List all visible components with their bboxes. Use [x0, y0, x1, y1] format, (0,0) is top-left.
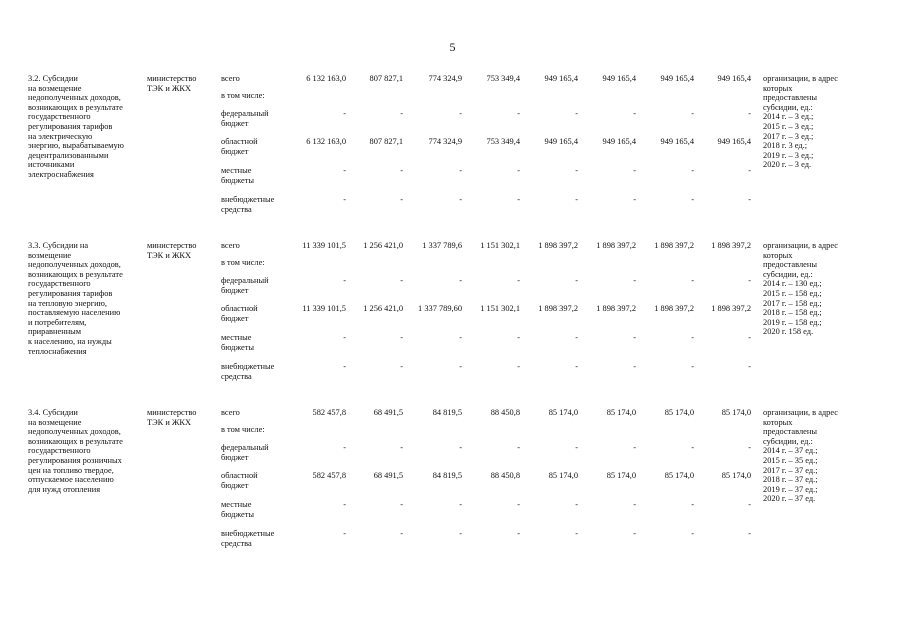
value-cell: 582 457,8 — [312, 408, 346, 417]
section-executor: министерство ТЭК и ЖКХ — [147, 241, 197, 260]
source-label: местные бюджеты — [221, 500, 255, 519]
value-cell: 85 174,0 — [606, 408, 636, 417]
value-cell: 1 898 397,2 — [538, 304, 578, 313]
value-cell: - — [517, 443, 520, 452]
value-cell: - — [748, 362, 751, 371]
value-cell: - — [343, 362, 346, 371]
value-cell: 85 174,0 — [721, 408, 751, 417]
value-cell: - — [748, 166, 751, 175]
value-cell: 949 165,4 — [717, 137, 751, 146]
source-label: областной бюджет — [221, 471, 258, 490]
source-label: всего — [221, 74, 240, 83]
value-cell: 85 174,0 — [664, 471, 694, 480]
value-cell: - — [517, 195, 520, 204]
value-cell: - — [343, 276, 346, 285]
value-cell: - — [400, 195, 403, 204]
value-cell: 949 165,4 — [660, 137, 694, 146]
value-cell: - — [459, 333, 462, 342]
value-cell: 774 324,9 — [428, 137, 462, 146]
value-cell: 1 898 397,2 — [654, 304, 694, 313]
value-cell: - — [575, 333, 578, 342]
value-cell: - — [748, 333, 751, 342]
value-cell: 6 132 163,0 — [306, 74, 346, 83]
value-cell: - — [633, 333, 636, 342]
value-cell: - — [343, 529, 346, 538]
value-cell: - — [575, 109, 578, 118]
value-cell: - — [343, 333, 346, 342]
value-cell: 1 898 397,2 — [538, 241, 578, 250]
value-cell: - — [575, 443, 578, 452]
value-cell: - — [575, 166, 578, 175]
value-cell: - — [691, 500, 694, 509]
source-label: в том числе: — [221, 258, 265, 267]
value-cell: 68 491,5 — [373, 408, 403, 417]
value-cell: 85 174,0 — [548, 408, 578, 417]
value-cell: - — [575, 529, 578, 538]
value-cell: 68 491,5 — [373, 471, 403, 480]
value-cell: 949 165,4 — [602, 74, 636, 83]
value-cell: - — [400, 109, 403, 118]
value-cell: - — [517, 276, 520, 285]
value-cell: - — [517, 529, 520, 538]
value-cell: - — [459, 529, 462, 538]
value-cell: - — [748, 500, 751, 509]
value-cell: - — [459, 443, 462, 452]
value-cell: - — [517, 500, 520, 509]
value-cell: 6 132 163,0 — [306, 137, 346, 146]
value-cell: - — [459, 166, 462, 175]
value-cell: 85 174,0 — [721, 471, 751, 480]
value-cell: 949 165,4 — [544, 74, 578, 83]
value-cell: 85 174,0 — [664, 408, 694, 417]
source-label: местные бюджеты — [221, 166, 255, 185]
section-executor: министерство ТЭК и ЖКХ — [147, 74, 197, 93]
value-cell: - — [748, 276, 751, 285]
value-cell: 949 165,4 — [660, 74, 694, 83]
value-cell: - — [633, 195, 636, 204]
section-note: организации, в адрес которых предоставлены субсидии, ед.: 2014 г. – 130 ед.; 2015 г. – 158 ед.; 2017 г. – 158 ед.; 2018 г. – 158 ед.; 2019 г. – 158 ед.; 2020 г. 158 ед. — [763, 241, 839, 337]
value-cell: - — [400, 276, 403, 285]
value-cell: - — [400, 500, 403, 509]
value-cell: 85 174,0 — [606, 471, 636, 480]
value-cell: 949 165,4 — [717, 74, 751, 83]
section-note: организации, в адрес которых предоставлены субсидии, ед.: 2014 г. – 37 ед.; 2015 г. – 35 ед.; 2017 г. – 37 ед.; 2018 г. – 37 ед.; 2019 г. – 37 ед.; 2020 г. – 37 ед. — [763, 408, 839, 504]
value-cell: - — [517, 362, 520, 371]
source-label: внебюджетные средства — [221, 529, 275, 548]
value-cell: - — [691, 362, 694, 371]
value-cell: 88 450,8 — [490, 471, 520, 480]
value-cell: - — [459, 362, 462, 371]
value-cell: 807 827,1 — [369, 137, 403, 146]
source-label: внебюджетные средства — [221, 195, 275, 214]
source-label: в том числе: — [221, 425, 265, 434]
value-cell: - — [748, 443, 751, 452]
value-cell: 1 898 397,2 — [711, 304, 751, 313]
value-cell: - — [343, 166, 346, 175]
value-cell: - — [517, 333, 520, 342]
value-cell: 1 151 302,1 — [480, 241, 520, 250]
value-cell: - — [343, 500, 346, 509]
section-note: организации, в адрес которых предоставлены субсидии, ед.: 2014 г. – 3 ед.; 2015 г. – 3 ед.; 2017 г. – 3 ед.; 2018 г. 3 ед.; 2019 г. – 3 ед.; 2020 г. – 3 ед. — [763, 74, 839, 170]
value-cell: - — [343, 443, 346, 452]
value-cell: - — [575, 500, 578, 509]
value-cell: 949 165,4 — [544, 137, 578, 146]
value-cell: - — [748, 195, 751, 204]
section-title: 3.2. Субсидии на возмещение недополученных доходов, возникающих в результате государственного регулирования тарифов на электрическую энергию, вырабатываемую децентрализованными источниками электроснабжения — [28, 74, 124, 179]
value-cell: 807 827,1 — [369, 74, 403, 83]
source-label: всего — [221, 241, 240, 250]
value-cell: 774 324,9 — [428, 74, 462, 83]
value-cell: - — [400, 529, 403, 538]
value-cell: 1 151 302,1 — [480, 304, 520, 313]
value-cell: - — [633, 500, 636, 509]
value-cell: 1 898 397,2 — [654, 241, 694, 250]
value-cell: 88 450,8 — [490, 408, 520, 417]
value-cell: - — [517, 109, 520, 118]
value-cell: 753 349,4 — [486, 137, 520, 146]
value-cell: - — [691, 276, 694, 285]
value-cell: 1 256 421,0 — [363, 304, 403, 313]
value-cell: - — [459, 276, 462, 285]
value-cell: - — [633, 109, 636, 118]
value-cell: - — [633, 362, 636, 371]
value-cell: - — [343, 109, 346, 118]
value-cell: - — [691, 529, 694, 538]
value-cell: - — [748, 529, 751, 538]
value-cell: - — [575, 195, 578, 204]
source-label: местные бюджеты — [221, 333, 255, 352]
value-cell: - — [459, 500, 462, 509]
section-title: 3.4. Субсидии на возмещение недополученных доходов, возникающих в результате государственного регулирования розничных цен на топливо твердое, отпускаемое населению для нужд отопления — [28, 408, 123, 494]
value-cell: - — [691, 333, 694, 342]
value-cell: - — [691, 443, 694, 452]
value-cell: 1 337 789,60 — [418, 304, 462, 313]
value-cell: - — [691, 109, 694, 118]
value-cell: - — [575, 362, 578, 371]
value-cell: 11 339 101,5 — [302, 304, 346, 313]
value-cell: - — [691, 195, 694, 204]
section-executor: министерство ТЭК и ЖКХ — [147, 408, 197, 427]
value-cell: - — [748, 109, 751, 118]
value-cell: - — [633, 166, 636, 175]
value-cell: - — [633, 443, 636, 452]
value-cell: 85 174,0 — [548, 471, 578, 480]
value-cell: 582 457,8 — [312, 471, 346, 480]
source-label: областной бюджет — [221, 304, 258, 323]
value-cell: - — [633, 529, 636, 538]
value-cell: - — [691, 166, 694, 175]
value-cell: 753 349,4 — [486, 74, 520, 83]
source-label: областной бюджет — [221, 137, 258, 156]
source-label: федеральный бюджет — [221, 109, 269, 128]
value-cell: 1 898 397,2 — [596, 241, 636, 250]
value-cell: - — [400, 362, 403, 371]
value-cell: 84 819,5 — [432, 408, 462, 417]
value-cell: 1 337 789,6 — [422, 241, 462, 250]
value-cell: 949 165,4 — [602, 137, 636, 146]
section-title: 3.3. Субсидии на возмещение недополученных доходов, возникающих в результате государственного регулирования тарифов на тепловую энергию, поставляемую населению и потребителям, приравненным к населению, на нужды теплоснабжения — [28, 241, 123, 356]
value-cell: 84 819,5 — [432, 471, 462, 480]
value-cell: - — [459, 195, 462, 204]
source-label: в том числе: — [221, 91, 265, 100]
value-cell: 1 256 421,0 — [363, 241, 403, 250]
value-cell: - — [459, 109, 462, 118]
value-cell: - — [575, 276, 578, 285]
value-cell: - — [400, 443, 403, 452]
value-cell: - — [400, 333, 403, 342]
value-cell: - — [517, 166, 520, 175]
source-label: федеральный бюджет — [221, 276, 269, 295]
source-label: всего — [221, 408, 240, 417]
source-label: федеральный бюджет — [221, 443, 269, 462]
page-number: 5 — [449, 40, 456, 54]
source-label: внебюджетные средства — [221, 362, 275, 381]
value-cell: - — [343, 195, 346, 204]
value-cell: - — [633, 276, 636, 285]
value-cell: 1 898 397,2 — [711, 241, 751, 250]
value-cell: 1 898 397,2 — [596, 304, 636, 313]
value-cell: - — [400, 166, 403, 175]
value-cell: 11 339 101,5 — [302, 241, 346, 250]
